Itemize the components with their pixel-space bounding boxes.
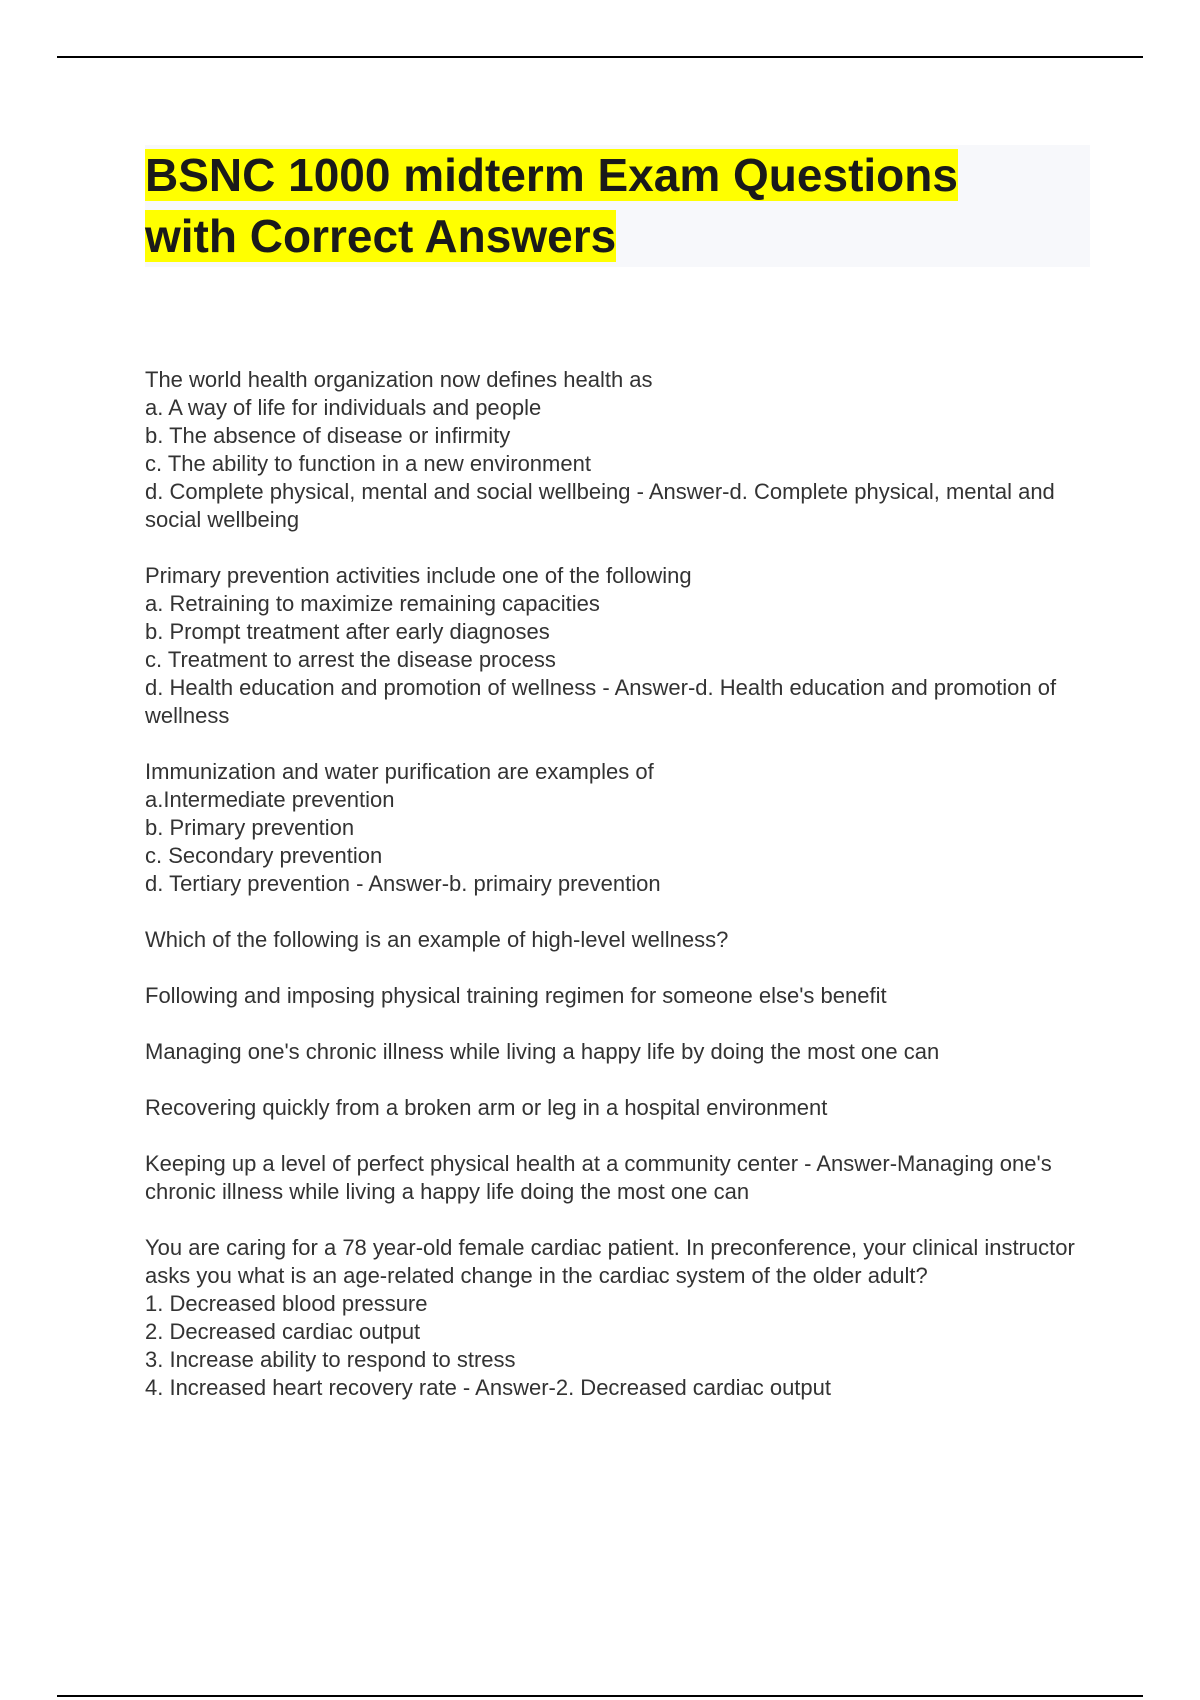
question-line: a. Retraining to maximize remaining capacities	[145, 591, 600, 616]
question-line: 4. Increased heart recovery rate - Answer-2. Decreased cardiac output	[145, 1375, 832, 1400]
question-line: Immunization and water purification are examples of	[145, 759, 654, 784]
question-line: a.Intermediate prevention	[145, 787, 395, 812]
question-line: b. Primary prevention	[145, 815, 355, 840]
title-line-1: BSNC 1000 midterm Exam Questions	[145, 149, 958, 201]
bottom-rule	[57, 1695, 1143, 1697]
question-line: c. The ability to function in a new environment	[145, 451, 591, 476]
question-block	[145, 758, 1090, 898]
question-line: d. Tertiary prevention - Answer-b. primairy prevention	[145, 871, 661, 896]
question-line: c. Treatment to arrest the disease process	[145, 647, 556, 672]
document-title	[145, 145, 1090, 267]
question-line: c. Secondary prevention	[145, 843, 383, 868]
question-line: The world health organization now defines health as	[145, 367, 653, 392]
question-line: b. The absence of disease or infirmity	[145, 423, 511, 448]
question-line: Managing one's chronic illness while living a happy life by doing the most one can	[145, 1039, 940, 1064]
question-block	[145, 562, 1090, 730]
question-line: Following and imposing physical training regimen for someone else's benefit	[145, 983, 887, 1008]
question-block	[145, 1150, 1090, 1206]
question-block	[145, 1094, 1090, 1122]
question-line: 1. Decreased blood pressure	[145, 1291, 428, 1316]
question-block	[145, 1234, 1090, 1402]
question-line: Which of the following is an example of high-level wellness?	[145, 927, 729, 952]
question-line: 3. Increase ability to respond to stress	[145, 1347, 516, 1372]
question-block	[145, 926, 1090, 954]
question-line: a. A way of life for individuals and people	[145, 395, 542, 420]
question-line: 2. Decreased cardiac output	[145, 1319, 421, 1344]
title-line-2: with Correct Answers	[145, 210, 617, 262]
question-block	[145, 366, 1090, 534]
question-line: d. Health education and promotion of wellness - Answer-d. Health education and promotion of wellness	[145, 675, 1057, 728]
title-block	[145, 145, 1090, 267]
question-block	[145, 982, 1090, 1010]
question-line: Recovering quickly from a broken arm or leg in a hospital environment	[145, 1095, 828, 1120]
question-line: Keeping up a level of perfect physical health at a community center - Answer-Managing one's chronic illness while living a happy life doing the most one can	[145, 1151, 1052, 1204]
question-line: You are caring for a 78 year-old female cardiac patient. In preconference, your clinical instructor asks you what is an age-related change in the cardiac system of the older adult?	[145, 1235, 1075, 1288]
question-line: Primary prevention activities include one of the following	[145, 563, 692, 588]
question-list	[145, 366, 1090, 1430]
question-line: b. Prompt treatment after early diagnoses	[145, 619, 550, 644]
question-line: d. Complete physical, mental and social wellbeing - Answer-d. Complete physical, mental and social wellbeing	[145, 479, 1055, 532]
top-rule	[57, 56, 1143, 58]
question-block	[145, 1038, 1090, 1066]
